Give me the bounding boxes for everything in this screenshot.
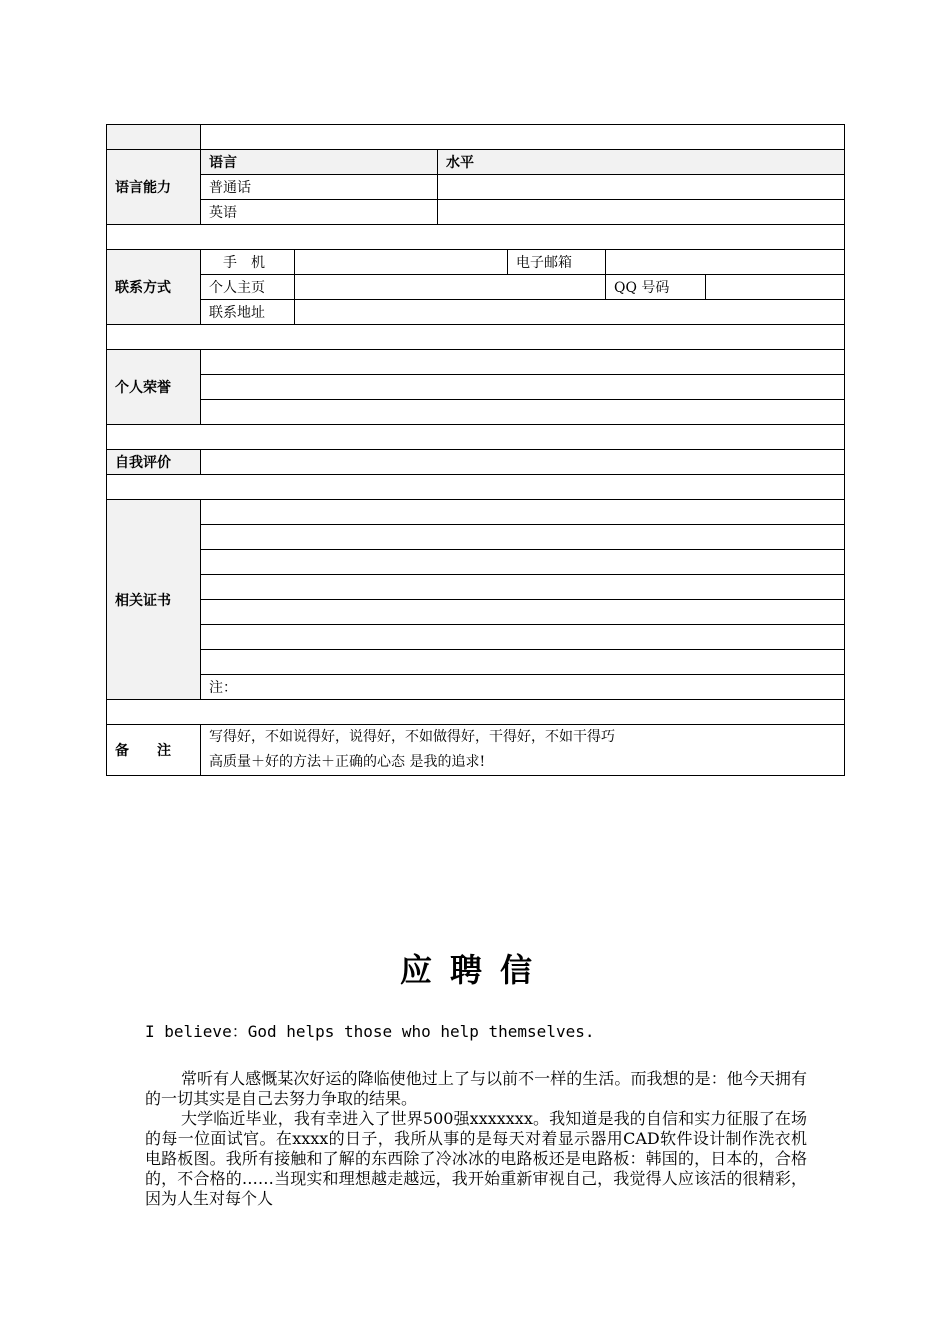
section-spacer [107,475,845,500]
section-spacer [107,425,845,450]
remarks-content-cell [201,725,845,776]
top-label-cell [107,125,201,150]
table-row-top [107,125,845,150]
honors-entry-cell[interactable] [201,400,845,425]
remarks-row [107,725,845,776]
certificate-note: 注： [201,675,845,700]
language-level-cell[interactable] [438,175,845,200]
top-content-cell [201,125,845,150]
contact-section-label: 联系方式 [107,250,201,325]
qq-label: QQ 号码 [606,275,706,300]
contact-row-homepage [107,275,845,300]
level-column-header: 水平 [438,150,845,175]
letter-title: 应聘信 [399,951,550,989]
email-value-cell[interactable] [606,250,845,275]
letter-paragraph-1: 常听有人感慨某次好运的降临使他过上了与以前不一样的生活。而我想的是：他今天拥有的一切其实是自己去努力争取的结果。 [145,1069,807,1108]
self-eval-row [107,450,845,475]
language-level-cell[interactable] [438,200,845,225]
contact-row-phone [107,250,845,275]
certificate-row [107,575,845,600]
honors-entry-cell[interactable] [201,350,845,375]
self-eval-content-cell[interactable] [201,450,845,475]
address-value-cell[interactable] [295,300,845,325]
self-eval-section-label: 自我评价 [107,450,201,475]
certificate-entry-cell[interactable] [201,600,845,625]
letter-motto: I believe：God helps those who help themselves. [145,1022,595,1041]
certificate-entry-cell[interactable] [201,650,845,675]
honors-section-label: 个人荣誉 [107,350,201,425]
certificate-row [107,500,845,525]
address-label: 联系地址 [201,300,295,325]
honors-row [107,350,845,375]
certificate-row [107,550,845,575]
remarks-section-label: 备 注 [107,725,201,776]
certificate-note-row [107,675,845,700]
language-name-cell: 英语 [201,200,438,225]
certificate-entry-cell[interactable] [201,575,845,600]
certificate-row [107,525,845,550]
homepage-label: 个人主页 [201,275,295,300]
certificate-row [107,600,845,625]
certificates-section-label: 相关证书 [107,500,201,700]
remarks-line-1: 写得好，不如说得好，说得好，不如做得好，干得好，不如干得巧 [209,729,615,745]
section-spacer [107,700,845,725]
certificate-row [107,650,845,675]
phone-value-cell[interactable] [295,250,508,275]
homepage-value-cell[interactable] [295,275,606,300]
certificate-entry-cell[interactable] [201,525,845,550]
certificate-entry-cell[interactable] [201,625,845,650]
letter-paragraph-2: 大学临近毕业，我有幸进入了世界500强xxxxxxx。我知道是我的自信和实力征服了在场的每一位面试官。在xxxx的日子，我所从事的是每天对着显示器用CAD软件设计制作洗衣机电路板图。我所有接触和了解的东西除了冷冰冰的电路板还是电路板：韩国的，日本的，合格的，不合格的……当现实和理想越走越远，我开始重新审视自己，我觉得人应该活的很精彩，因为人生对每个人 [145,1109,807,1208]
language-section-label: 语言能力 [107,150,201,225]
remarks-line-2: 高质量＋好的方法＋正确的心态 是我的追求! [209,754,486,770]
language-header-row [107,150,845,175]
language-column-header: 语言 [201,150,438,175]
resume-table [106,124,845,776]
certificate-entry-cell[interactable] [201,500,845,525]
honors-row [107,400,845,425]
language-row [107,175,845,200]
language-name-cell: 普通话 [201,175,438,200]
certificate-entry-cell[interactable] [201,550,845,575]
contact-row-address [107,300,845,325]
qq-value-cell[interactable] [706,275,845,300]
certificate-row [107,625,845,650]
phone-label: 手 机 [201,250,295,275]
language-row [107,200,845,225]
section-spacer [107,325,845,350]
honors-entry-cell[interactable] [201,375,845,400]
section-spacer [107,225,845,250]
email-label: 电子邮箱 [508,250,606,275]
honors-row [107,375,845,400]
